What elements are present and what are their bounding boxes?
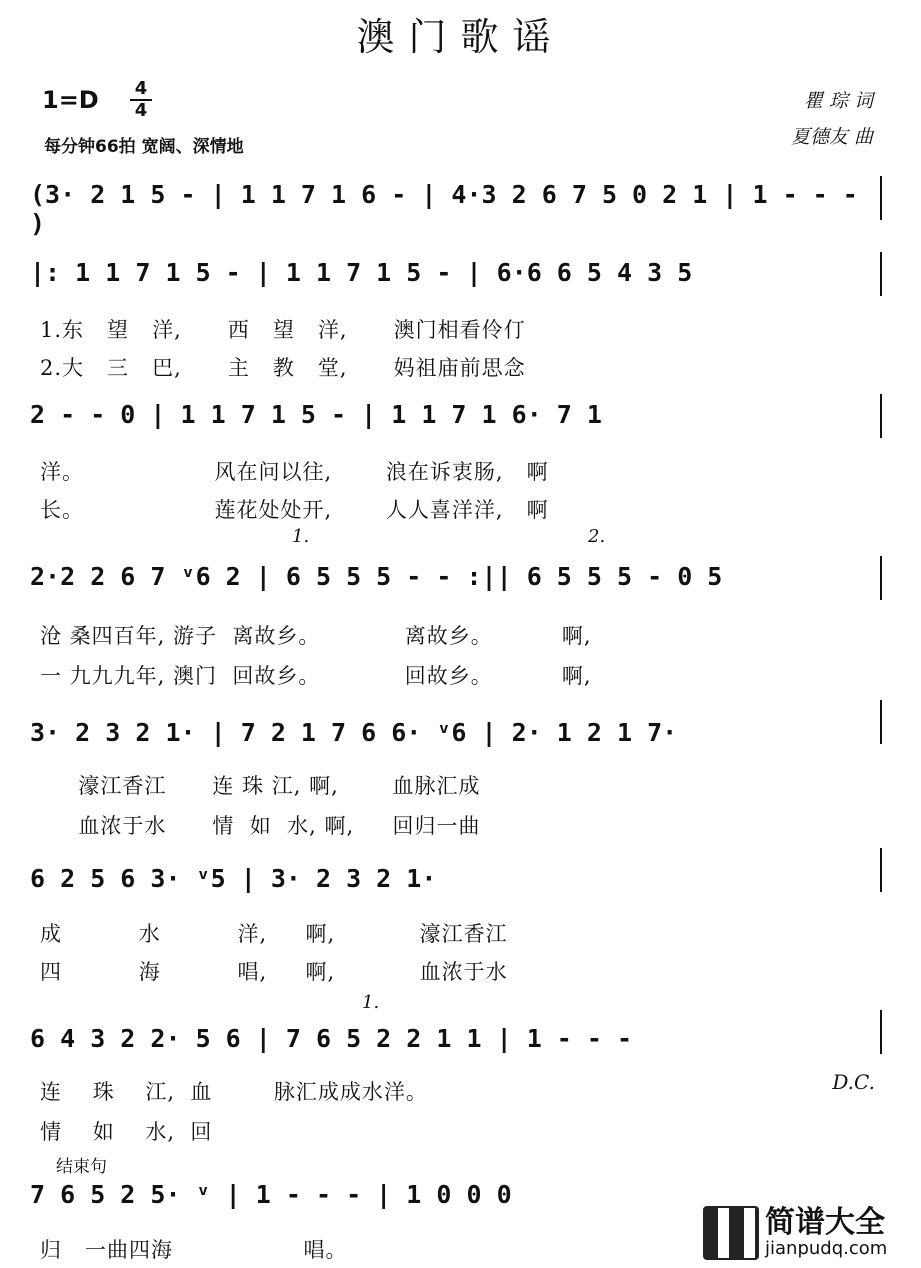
ending-label: 结束句: [56, 1157, 107, 1177]
notation-row-1: [30, 180, 882, 238]
notation-row-4: [30, 562, 882, 608]
watermark: [703, 1203, 913, 1263]
lyric-line: 四 海 唱, 啊, 血浓于水: [40, 960, 508, 984]
dc-marking: D.C.: [832, 1070, 875, 1094]
volta-3-label: 1.: [362, 992, 380, 1013]
piano-logo-icon: [703, 1206, 759, 1260]
volta-2-label: 2.: [588, 526, 606, 547]
barline: [880, 556, 882, 600]
lyric-line: 2.大 三 巴, 主 教 堂, 妈祖庙前思念: [40, 356, 526, 380]
notes: 2·2 2 6 7 ᵛ6 2 | 6 5 5 5 - - :|| 6 5 5 5 - 0 5: [30, 562, 723, 591]
barline: [880, 1010, 882, 1054]
lyricist: 瞿 琮 词: [803, 90, 873, 112]
watermark-title: 简谱大全: [765, 1205, 885, 1240]
notes: 6 4 3 2 2· 5 6 | 7 6 5 2 2 1 1 | 1 - - -: [30, 1024, 633, 1053]
composer: 夏德友 曲: [790, 126, 873, 148]
notation-row-5: [30, 718, 882, 764]
lyric-line: 洋。 风在问以往, 浪在诉衷肠, 啊: [40, 460, 549, 484]
barline: [880, 252, 882, 296]
notation-row-7: [30, 1024, 882, 1070]
barline: [880, 700, 882, 744]
time-sig-top: 4: [134, 78, 148, 99]
key-signature: 1=D: [42, 86, 99, 114]
lyric-line: 一 九九九年, 澳门 回故乡。 回故乡。 啊,: [40, 664, 592, 688]
barline: [880, 176, 882, 220]
notation-row-3: [30, 400, 882, 446]
lyric-line: 长。 莲花处处开, 人人喜洋洋, 啊: [40, 498, 549, 522]
lyric-line: 连 珠 江, 血 脉汇成成水洋。: [40, 1080, 428, 1104]
barline: [880, 848, 882, 892]
time-signature: [130, 80, 152, 120]
lyric-line: 成 水 洋, 啊, 濠江香江: [40, 922, 508, 946]
lyric-line: 濠江香江 连 珠 江, 啊, 血脉汇成: [40, 774, 481, 798]
song-title: 澳门歌谣: [356, 15, 565, 59]
lyric-line: 1.东 望 洋, 西 望 洋, 澳门相看伶仃: [40, 318, 526, 342]
tempo-marking: 每分钟66拍 宽阔、深情地: [44, 137, 244, 157]
notes: 7 6 5 2 5· ᵛ | 1 - - - | 1 0 0 0: [30, 1180, 512, 1209]
lyric-line: 归 一曲四海 唱。: [40, 1238, 348, 1262]
notes: |: 1 1 7 1 5 - | 1 1 7 1 5 - | 6·6 6 5 4 3 5: [30, 258, 693, 287]
notes: (3· 2 1 5 - | 1 1 7 1 6 - | 4·3 2 6 7 5 0 2 1 | 1 - - - ): [30, 180, 858, 238]
lyric-line: 沧 桑四百年, 游子 离故乡。 离故乡。 啊,: [40, 624, 592, 648]
time-sig-bottom: 4: [134, 100, 148, 121]
notation-row-6: [30, 864, 882, 910]
volta-1-label: 1.: [292, 526, 310, 547]
watermark-url: jianpudq.com: [765, 1238, 888, 1259]
notes: 2 - - 0 | 1 1 7 1 5 - | 1 1 7 1 6· 7 1: [30, 400, 602, 429]
lyric-line: 情 如 水, 回: [40, 1120, 213, 1144]
notation-row-2: [30, 258, 882, 304]
notes: 3· 2 3 2 1· | 7 2 1 7 6 6· ᵛ6 | 2· 1 2 1 7·: [30, 718, 678, 747]
notes: 6 2 5 6 3· ᵛ5 | 3· 2 3 2 1·: [30, 864, 437, 893]
barline: [880, 394, 882, 438]
lyric-line: 血浓于水 情 如 水, 啊, 回归一曲: [40, 814, 481, 838]
